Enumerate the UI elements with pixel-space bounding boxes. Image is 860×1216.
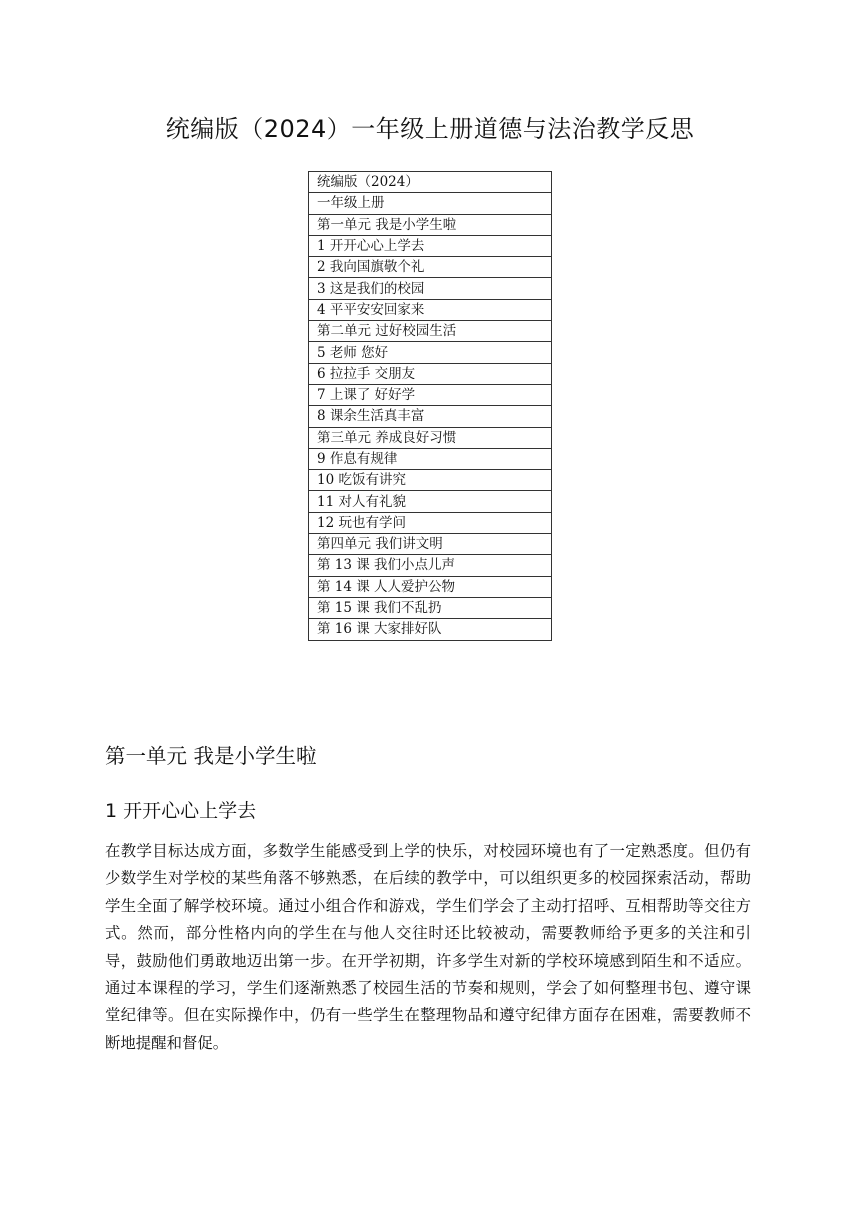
toc-cell: 第 13 课 我们小点儿声 (309, 555, 552, 576)
toc-row (309, 342, 552, 363)
toc-row (309, 278, 552, 299)
toc-cell: 第 15 课 我们不乱扔 (309, 597, 552, 618)
toc-cell: 5 老师 您好 (309, 342, 552, 363)
toc-row (309, 576, 552, 597)
toc-cell: 12 玩也有学问 (309, 512, 552, 533)
toc-cell: 3 这是我们的校园 (309, 278, 552, 299)
toc-cell: 统编版（2024） (309, 172, 552, 193)
toc-cell: 11 对人有礼貌 (309, 491, 552, 512)
toc-row (309, 406, 552, 427)
toc-cell: 第三单元 养成良好习惯 (309, 427, 552, 448)
unit-heading: 第一单元 我是小学生啦 (105, 744, 317, 768)
toc-cell: 第一单元 我是小学生啦 (309, 214, 552, 235)
table-of-contents (308, 171, 552, 641)
toc-cell: 10 吃饭有讲究 (309, 470, 552, 491)
toc-cell: 8 课余生活真丰富 (309, 406, 552, 427)
toc-row (309, 555, 552, 576)
toc-row (309, 448, 552, 469)
toc-row (309, 491, 552, 512)
toc-row (309, 214, 552, 235)
toc-cell: 4 平平安安回家来 (309, 299, 552, 320)
lesson-reflection-paragraph: 在教学目标达成方面，多数学生能感受到上学的快乐，对校园环境也有了一定熟悉度。但仍有少数学生对学校的某些角落不够熟悉，在后续的教学中，可以组织更多的校园探索活动，帮助学生全面了解学校环境。通过小组合作和游戏，学生们学会了主动打招呼、互相帮助等交往方式。然而，部分性格内向的学生在与他人交往时还比较被动，需要教师给予更多的关注和引导，鼓励他们勇敢地迈出第一步。在开学初期，许多学生对新的学校环境感到陌生和不适应。通过本课程的学习，学生们逐渐熟悉了校园生活的节奏和规则，学会了如何整理书包、遵守课堂纪律等。但在实际操作中，仍有一些学生在整理物品和遵守纪律方面存在困难，需要教师不断地提醒和督促。 (105, 842, 751, 1052)
toc-row (309, 470, 552, 491)
toc-row (309, 619, 552, 640)
toc-row (309, 512, 552, 533)
toc-cell: 2 我向国旗敬个礼 (309, 257, 552, 278)
toc-row (309, 597, 552, 618)
toc-cell: 1 开开心心上学去 (309, 235, 552, 256)
toc-row (309, 257, 552, 278)
toc-row (309, 534, 552, 555)
document-title: 统编版（2024）一年级上册道德与法治教学反思 (165, 115, 695, 143)
toc-row (309, 193, 552, 214)
toc-row (309, 427, 552, 448)
toc-cell: 第四单元 我们讲文明 (309, 534, 552, 555)
toc-row (309, 172, 552, 193)
toc-cell: 第 16 课 大家排好队 (309, 619, 552, 640)
toc-cell: 第 14 课 人人爱护公物 (309, 576, 552, 597)
toc-row (309, 299, 552, 320)
toc-cell: 一年级上册 (309, 193, 552, 214)
toc-row (309, 363, 552, 384)
toc-cell: 第二单元 过好校园生活 (309, 321, 552, 342)
toc-cell: 7 上课了 好好学 (309, 384, 552, 405)
toc-row (309, 235, 552, 256)
toc-cell: 9 作息有规律 (309, 448, 552, 469)
toc-row (309, 384, 552, 405)
lesson-heading: 1 开开心心上学去 (105, 800, 257, 822)
toc-row (309, 321, 552, 342)
toc-cell: 6 拉拉手 交朋友 (309, 363, 552, 384)
